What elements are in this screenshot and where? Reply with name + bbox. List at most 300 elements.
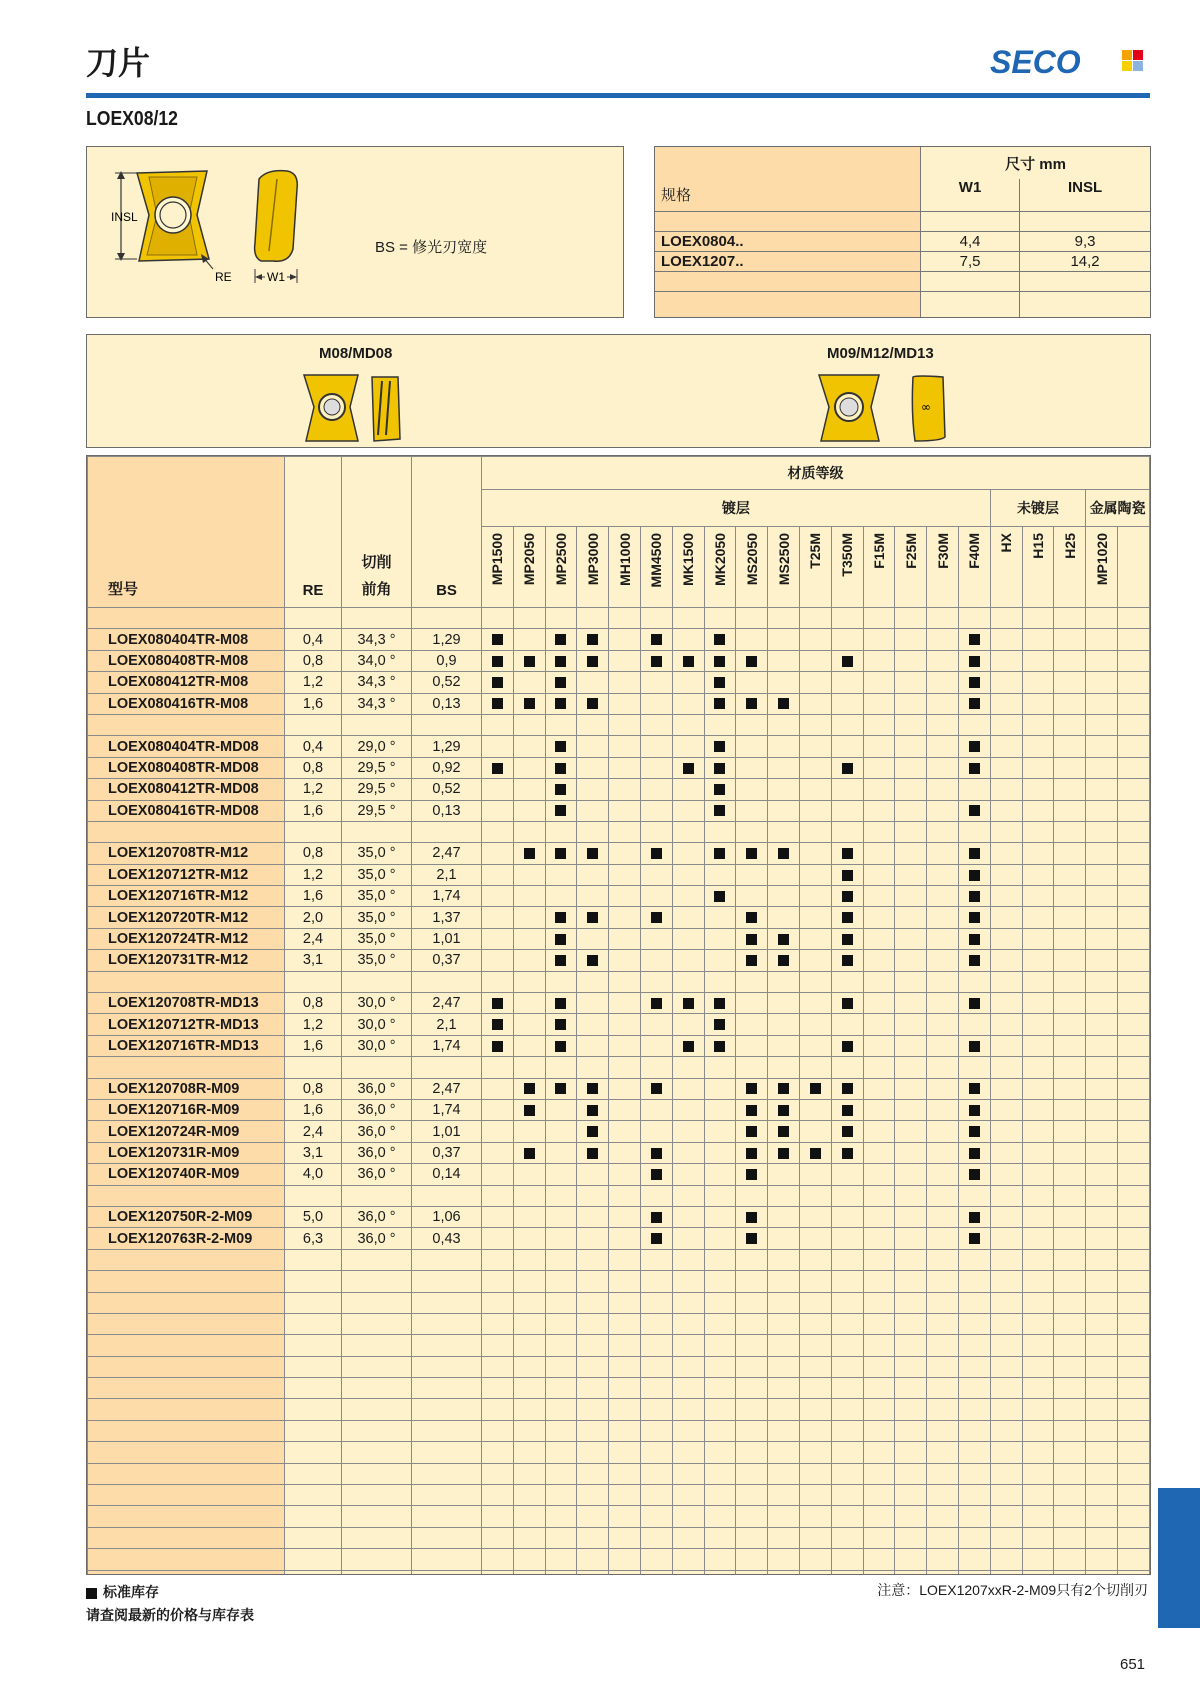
cell-grade [990,971,1022,992]
cell-grade [895,1164,927,1185]
cell-grade [863,1099,895,1120]
cell-grade [672,971,704,992]
cell-grade [863,1121,895,1142]
cell-grade [1117,971,1149,992]
cell-grade [672,1228,704,1249]
cell-grade [704,1485,736,1506]
cell-grade [672,650,704,671]
cell-grade [1022,1463,1054,1484]
cell-grade [927,1099,959,1120]
cell-grade [958,1378,990,1399]
stock-mark-icon [651,848,662,859]
cell-grade [672,993,704,1014]
cell-grade [831,1356,863,1377]
cell-angle: 30,0 ° [342,1035,412,1056]
cell-angle: 36,0 ° [342,1078,412,1099]
cell-grade [1086,1099,1118,1120]
stock-mark-icon [492,634,503,645]
stock-mark-icon [714,698,725,709]
cell-grade [1022,950,1054,971]
size-header: 尺寸 mm [1005,155,1066,173]
table-row [88,1121,1150,1142]
cell-grade [672,1313,704,1334]
cell-grade [577,1420,609,1441]
cell-grade [1086,1271,1118,1292]
cell-grade [736,1442,768,1463]
stock-mark-icon [842,763,853,774]
cell-re: 2,4 [285,1121,342,1142]
cell-bs [412,971,482,992]
cell-grade [736,693,768,714]
cell-grade [672,1271,704,1292]
cell-grade [640,1164,672,1185]
stock-mark-icon [651,912,662,923]
cell-grade [609,800,641,821]
cell-grade [990,800,1022,821]
stock-mark-icon [842,1041,853,1052]
cell-grade [1086,693,1118,714]
cell-grade [1054,714,1086,735]
cell-grade [895,1228,927,1249]
cell-grade [799,672,831,693]
cell-grade [958,1292,990,1313]
cell-grade [799,1378,831,1399]
cell-grade [863,1035,895,1056]
cell-grade [704,1121,736,1142]
cell-grade [990,736,1022,757]
cell-code [88,1485,285,1506]
cell-grade [1054,1313,1086,1334]
cell-bs [412,1356,482,1377]
cell-grade [482,1099,514,1120]
cell-grade [990,1164,1022,1185]
cell-grade [1022,650,1054,671]
cell-grade [1086,1164,1118,1185]
table-row [88,907,1150,928]
cell-grade [577,672,609,693]
cell-grade [1086,843,1118,864]
table-row [88,1164,1150,1185]
cell-grade [672,1292,704,1313]
cell-grade [1054,1378,1086,1399]
cell-grade [545,1399,577,1420]
cell-grade [831,1292,863,1313]
table-row [88,1014,1150,1035]
cell-grade [1117,993,1149,1014]
cell-grade [609,1014,641,1035]
cell-grade [799,736,831,757]
table-row [88,993,1150,1014]
cell-grade [640,1078,672,1099]
stock-mark-icon [778,1148,789,1159]
cell-grade [1117,1485,1149,1506]
cell-grade [1022,1249,1054,1270]
cell-grade [895,1463,927,1484]
cell-grade [609,971,641,992]
cell-grade [513,907,545,928]
cell-re [285,1420,342,1441]
cell-grade [799,1442,831,1463]
cell-grade [831,907,863,928]
cell-grade [704,993,736,1014]
drawing-panel [86,146,624,318]
cell-grade [672,1035,704,1056]
cell-grade [958,1206,990,1227]
cell-grade [704,1313,736,1334]
stock-mark-icon [746,1083,757,1094]
cell-grade [895,736,927,757]
cell-bs [412,1292,482,1313]
cell-grade [990,1035,1022,1056]
cell-grade [482,1506,514,1527]
cell-grade [768,1228,800,1249]
cell-grade [990,843,1022,864]
cell-grade [768,1078,800,1099]
cell-grade [1117,950,1149,971]
cell-grade [990,608,1022,629]
cell-grade [831,1399,863,1420]
cell-grade [1086,1078,1118,1099]
legend-note: 请查阅最新的价格与库存表 [86,1607,254,1623]
cell-grade [768,1292,800,1313]
cell-grade [1022,886,1054,907]
stock-mark-icon [969,677,980,688]
cell-grade [704,1057,736,1078]
cell-grade [609,629,641,650]
cell-grade [895,907,927,928]
cell-grade [577,736,609,757]
cell-grade [545,1121,577,1142]
cell-grade [831,1485,863,1506]
cell-grade [1054,971,1086,992]
cell-grade [609,608,641,629]
cell-grade [958,650,990,671]
cell-grade [1086,1570,1118,1575]
cell-grade [482,928,514,949]
cell-grade [831,608,863,629]
cell-grade [545,629,577,650]
stock-mark-icon [524,656,535,667]
grade-header [895,527,927,608]
cell-grade [577,779,609,800]
cell-grade [1117,864,1149,885]
cell-grade [831,800,863,821]
cell-bs [412,1549,482,1570]
cell-grade [704,800,736,821]
cell-code [88,1335,285,1356]
cell-bs: 2,1 [412,864,482,885]
cell-grade [1117,1035,1149,1056]
cell-grade [513,1292,545,1313]
stock-mark-icon [651,1148,662,1159]
cell-grade [704,843,736,864]
cell-grade [863,1292,895,1313]
cell-grade [736,864,768,885]
cell-grade [482,800,514,821]
header-material-group: 材质等级 [482,457,1150,490]
cell-grade [990,907,1022,928]
stock-mark-icon [524,1083,535,1094]
cell-angle [342,1292,412,1313]
cell-grade [799,1420,831,1441]
table-spacer-row [88,1335,1150,1356]
cell-grade [799,779,831,800]
insl-header: INSL [1020,179,1150,211]
table-spacer-row [88,1185,1150,1206]
cell-grade [704,1164,736,1185]
cell-grade [672,1527,704,1548]
table-row [88,629,1150,650]
cell-grade [895,1014,927,1035]
cell-grade [799,1164,831,1185]
cell-grade [736,843,768,864]
cell-grade [577,1057,609,1078]
cell-grade [513,650,545,671]
cell-grade [927,864,959,885]
cell-grade [1022,757,1054,778]
cell-grade [1117,1335,1149,1356]
stock-mark-icon [969,891,980,902]
cell-grade [1054,1164,1086,1185]
cell-grade [640,1142,672,1163]
cell-grade [831,714,863,735]
cell-grade [704,1271,736,1292]
cell-grade [545,950,577,971]
cell-grade [482,1356,514,1377]
cell-re: 1,6 [285,1035,342,1056]
cell-angle [342,1442,412,1463]
cell-grade [990,1292,1022,1313]
stock-mark-icon [524,1148,535,1159]
cell-grade [1054,650,1086,671]
cell-grade [831,1463,863,1484]
cell-grade [1022,1142,1054,1163]
cell-grade [1086,672,1118,693]
cell-grade [1086,629,1118,650]
grade-label: T25M [807,533,824,569]
cell-grade [672,1185,704,1206]
cell-grade [736,629,768,650]
cell-grade [799,1399,831,1420]
cell-grade [482,1271,514,1292]
cell-grade [927,1185,959,1206]
cell-grade [1086,1206,1118,1227]
cell-grade [513,1463,545,1484]
cell-grade [990,629,1022,650]
grade-header [1054,527,1086,608]
cell-grade [1054,693,1086,714]
stock-mark-icon [587,634,598,645]
svg-text:∞: ∞ [921,400,931,414]
cell-re: 5,0 [285,1206,342,1227]
cell-grade [609,1399,641,1420]
cell-grade [863,1378,895,1399]
cell-grade [1022,629,1054,650]
cell-grade [831,1035,863,1056]
cell-grade [577,714,609,735]
cell-re [285,1527,342,1548]
cell-grade [482,886,514,907]
cell-grade [927,993,959,1014]
cell-grade [1086,1313,1118,1334]
cell-grade [768,1420,800,1441]
cell-code: LOEX120712TR-M12 [88,864,285,885]
cell-grade [799,1121,831,1142]
cell-grade [1054,1485,1086,1506]
cell-grade [927,1356,959,1377]
cell-grade [609,1164,641,1185]
cell-grade [958,1014,990,1035]
cell-grade [958,1078,990,1099]
cell-grade [990,1142,1022,1163]
cell-bs: 1,01 [412,928,482,949]
table-row [88,950,1150,971]
cell-grade [799,1292,831,1313]
cell-code: LOEX120763R-2-M09 [88,1228,285,1249]
cell-angle [342,1527,412,1548]
cell-code: LOEX120724TR-M12 [88,928,285,949]
cell-bs: 0,43 [412,1228,482,1249]
cell-grade [736,907,768,928]
cell-grade [609,1527,641,1548]
cell-angle [342,1185,412,1206]
cell-grade [799,714,831,735]
cell-grade [1022,1420,1054,1441]
cell-grade [545,1271,577,1292]
cell-grade [768,886,800,907]
cell-bs [412,1335,482,1356]
cell-bs: 0,52 [412,779,482,800]
cell-grade [640,736,672,757]
stock-mark-icon [555,934,566,945]
cell-grade [863,1014,895,1035]
cell-bs: 0,37 [412,950,482,971]
stock-mark-icon [746,1105,757,1116]
cell-grade [1022,993,1054,1014]
cell-grade [895,1099,927,1120]
cell-grade [1054,1570,1086,1575]
cell-angle: 36,0 ° [342,1121,412,1142]
cell-grade [863,629,895,650]
cell-grade [736,1420,768,1441]
cell-angle: 29,0 ° [342,736,412,757]
cell-grade [927,1271,959,1292]
cell-grade [831,1164,863,1185]
cell-grade [513,800,545,821]
cell-re [285,1463,342,1484]
stock-mark-icon [555,763,566,774]
cell-grade [704,886,736,907]
cell-grade [927,1335,959,1356]
stock-mark-icon [969,1169,980,1180]
cell-grade [482,629,514,650]
stock-mark-icon [524,698,535,709]
table-spacer-row [88,1527,1150,1548]
grade-label: MK2050 [711,533,728,586]
cell-grade [640,1313,672,1334]
cell-grade [736,1185,768,1206]
cell-grade [577,1228,609,1249]
cell-grade [895,1335,927,1356]
cell-grade [545,864,577,885]
cell-grade [577,1249,609,1270]
cell-grade [799,1057,831,1078]
cell-grade [545,800,577,821]
grade-header [768,527,800,608]
cell-grade [831,1078,863,1099]
cell-grade [1054,1292,1086,1313]
header-angle-line2: 前角 [361,581,392,598]
cell-grade [958,1485,990,1506]
cell-grade [545,907,577,928]
cell-grade [895,1549,927,1570]
cell-grade [799,800,831,821]
cell-bs [412,1313,482,1334]
cell-code [88,1442,285,1463]
cell-grade [609,1057,641,1078]
page-number: 651 [1120,1656,1146,1673]
stock-mark-icon [492,998,503,1009]
cell-grade [704,1078,736,1099]
cell-grade [1054,1527,1086,1548]
cell-grade [1054,672,1086,693]
cell-code: LOEX120731R-M09 [88,1142,285,1163]
cell-grade [672,1356,704,1377]
cell-grade [895,1035,927,1056]
cell-grade [990,1549,1022,1570]
cell-grade [990,1378,1022,1399]
cell-re: 2,4 [285,928,342,949]
cell-grade [799,821,831,842]
cell-grade [1022,1035,1054,1056]
cell-grade [609,1078,641,1099]
cell-grade [863,672,895,693]
cell-grade [768,993,800,1014]
cell-grade [736,650,768,671]
stock-mark-icon [969,955,980,966]
cell-angle: 29,5 ° [342,779,412,800]
cell-grade [990,1527,1022,1548]
cell-grade [863,1506,895,1527]
cell-grade [482,650,514,671]
cell-grade [704,821,736,842]
cell-grade [1086,736,1118,757]
table-spacer-row [88,608,1150,629]
cell-grade [609,950,641,971]
cell-grade [1117,629,1149,650]
cell-re: 1,6 [285,800,342,821]
cell-grade [545,1527,577,1548]
grade-label: MP1020 [1093,533,1110,586]
cell-grade [768,693,800,714]
grade-label: HX [998,533,1015,553]
cell-grade [513,1057,545,1078]
cell-re: 1,2 [285,779,342,800]
cell-grade [672,1399,704,1420]
stock-mark-icon [842,870,853,881]
cell-grade [1086,1442,1118,1463]
stock-mark-icon [746,848,757,859]
grade-header [990,527,1022,608]
cell-grade [513,1420,545,1441]
cell-grade [640,1185,672,1206]
cell-grade [1054,1420,1086,1441]
cell-grade [831,693,863,714]
cell-re [285,1399,342,1420]
cell-re: 0,8 [285,757,342,778]
table-spacer-row [88,1463,1150,1484]
cell-grade [672,1099,704,1120]
